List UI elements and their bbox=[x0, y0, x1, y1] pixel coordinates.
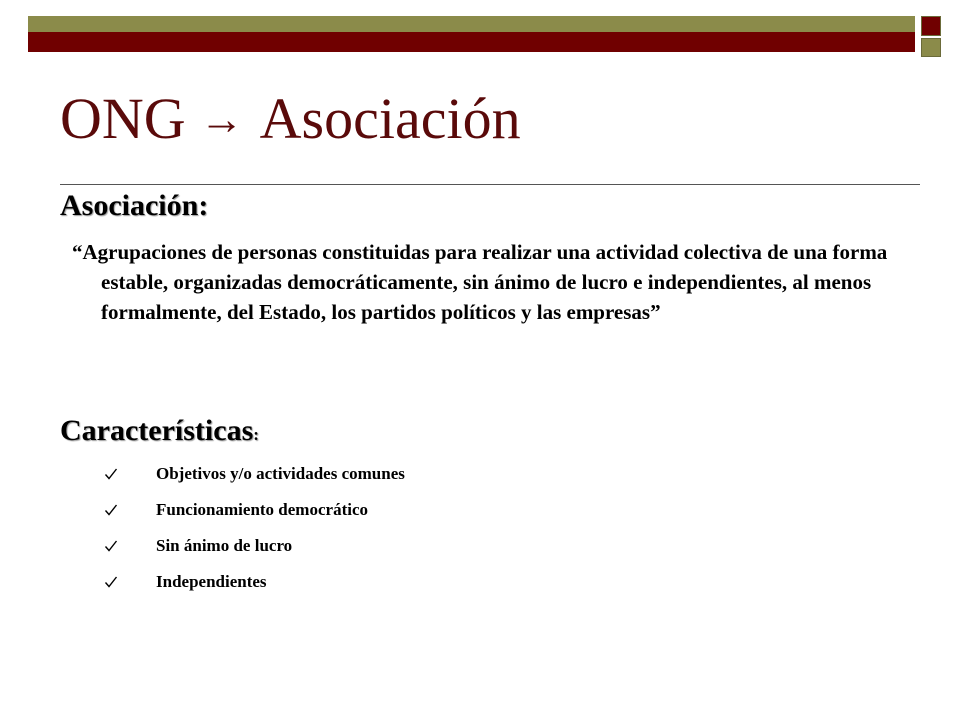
characteristics-heading-colon: : bbox=[253, 425, 259, 444]
list-item bbox=[104, 532, 405, 568]
title-left: ONG bbox=[60, 86, 186, 151]
header-maroon-square bbox=[921, 16, 941, 36]
title-divider bbox=[60, 184, 920, 185]
arrow-right-icon: → bbox=[199, 95, 244, 144]
characteristics-list bbox=[104, 460, 405, 604]
header-maroon-bar bbox=[28, 32, 915, 52]
definition-heading: Asociación: bbox=[60, 189, 209, 222]
list-item-label: Funcionamiento democrático bbox=[156, 500, 368, 519]
list-item bbox=[104, 460, 405, 496]
list-item-label: Independientes bbox=[156, 572, 267, 591]
checkmark-icon bbox=[104, 503, 118, 517]
list-item-label: Objetivos y/o actividades comunes bbox=[156, 464, 405, 483]
checkmark-icon bbox=[104, 539, 118, 553]
list-item-label: Sin ánimo de lucro bbox=[156, 536, 293, 555]
characteristics-heading bbox=[60, 414, 259, 448]
definition-text: “Agrupaciones de personas constituidas para realizar una actividad colectiva de una forma estable, organizadas democráticamente, sin ánimo de lucro e independientes, al menos formalmente, del Estado, los partidos políticos y las empresas” bbox=[72, 240, 888, 324]
definition-quote bbox=[72, 237, 931, 327]
list-item bbox=[104, 568, 405, 604]
slide-title bbox=[60, 74, 521, 164]
header-olive-square bbox=[921, 38, 941, 57]
checkmark-icon bbox=[104, 575, 118, 589]
title-right: Asociación bbox=[259, 86, 521, 151]
checkmark-icon bbox=[104, 467, 118, 481]
list-item bbox=[104, 496, 405, 532]
characteristics-heading-text: Características bbox=[60, 414, 254, 447]
header-olive-bar bbox=[28, 16, 915, 32]
